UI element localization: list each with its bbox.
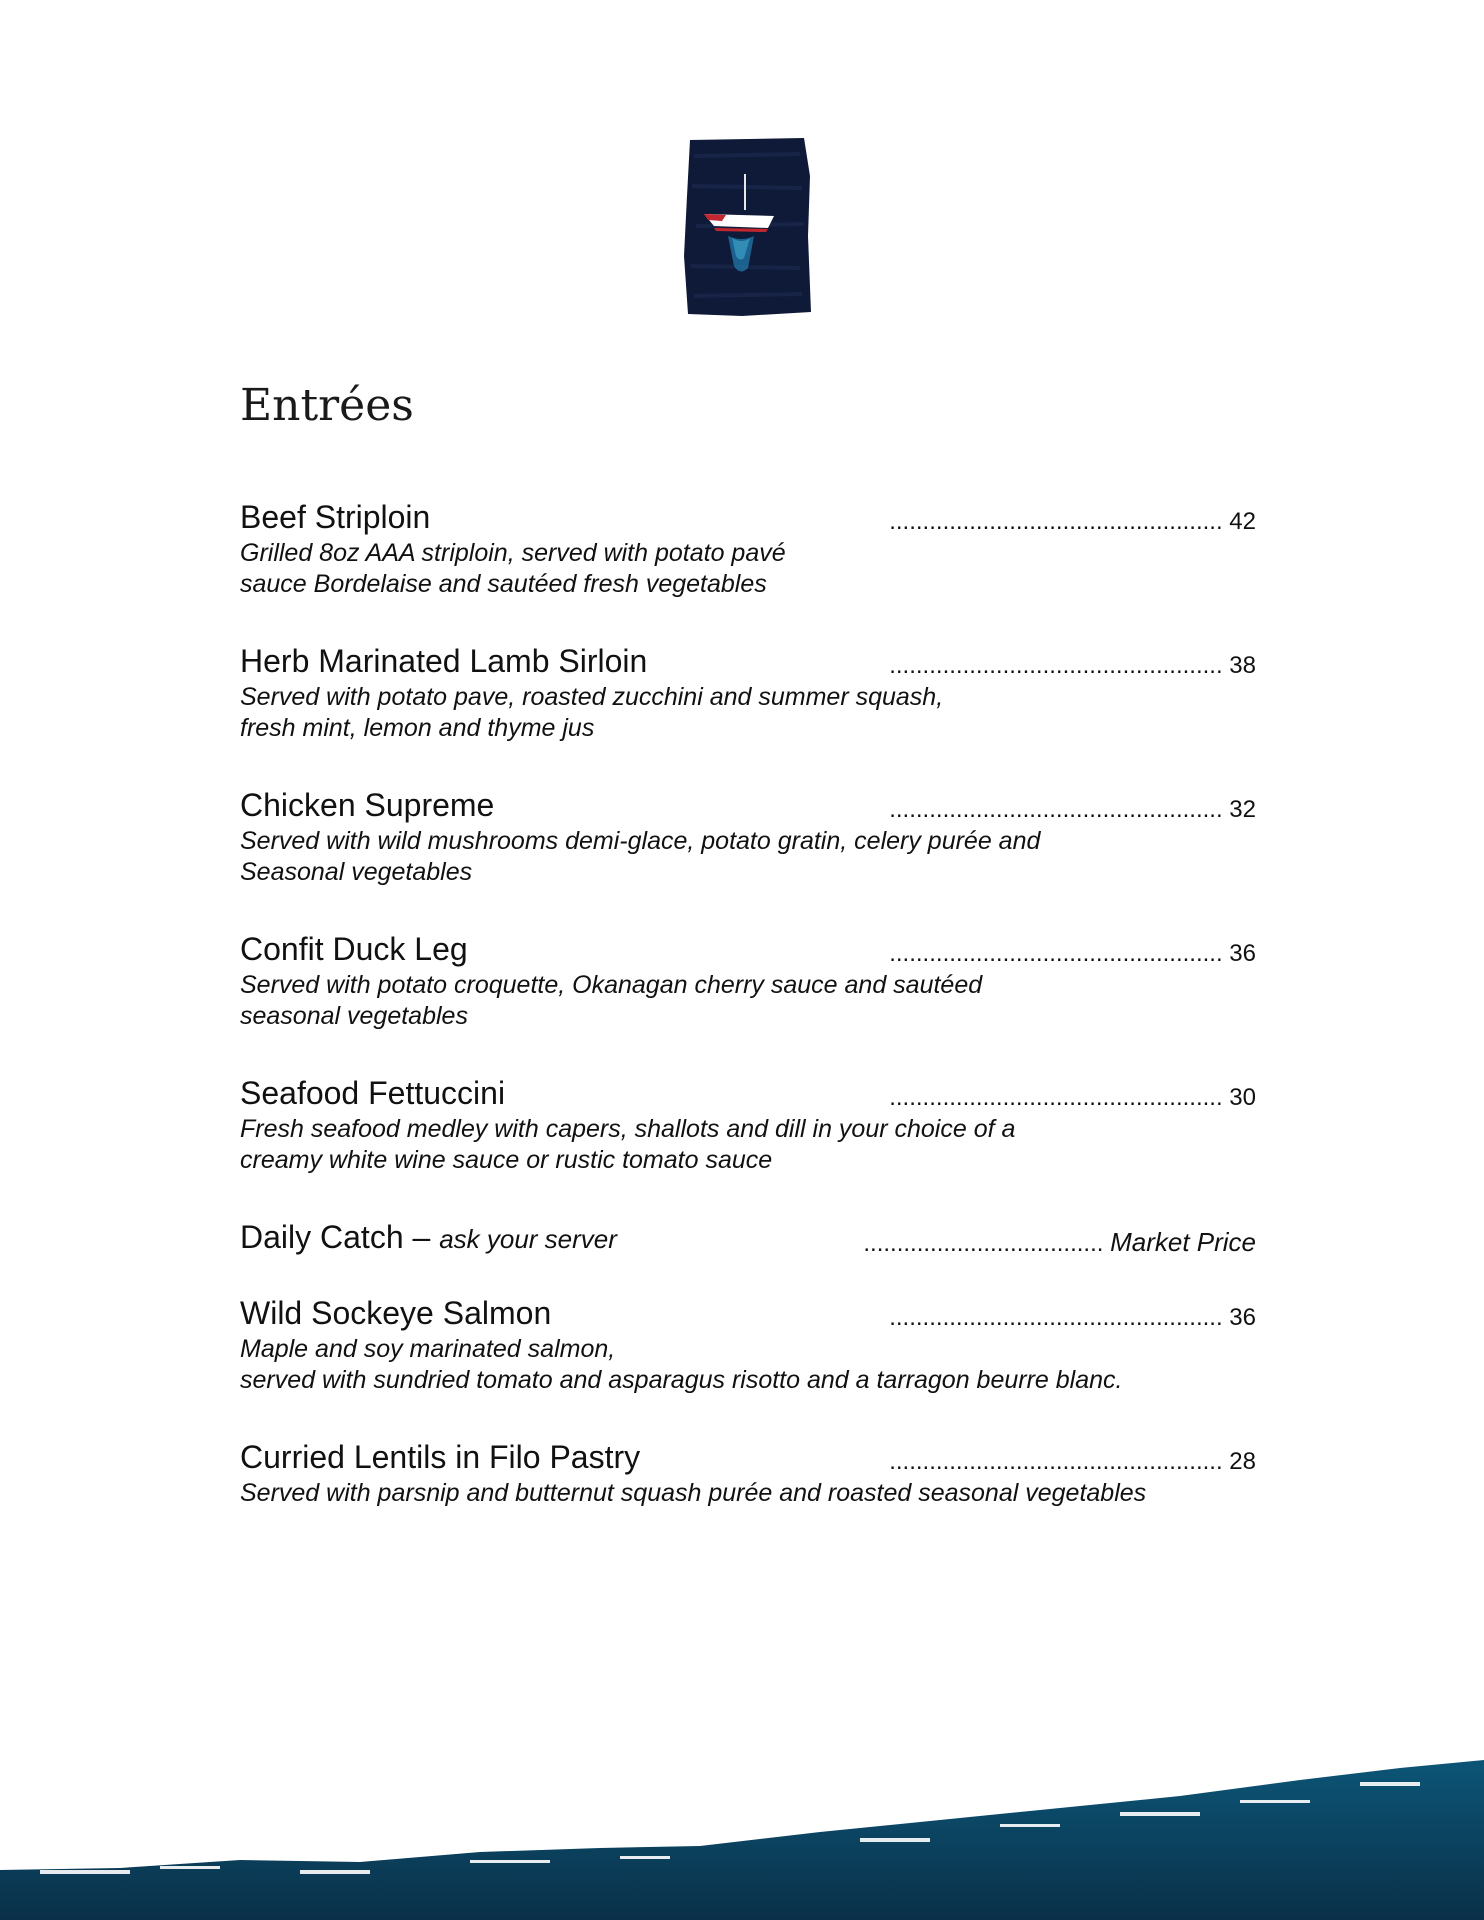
menu-list [240, 496, 1256, 1549]
menu-item [240, 1072, 1256, 1176]
ocean-wave-decoration [0, 1720, 1484, 1920]
menu-item [240, 1292, 1256, 1396]
item-name: Wild Sockeye Salmon [240, 1295, 552, 1331]
item-description: served with sundried tomato and asparagus risotto and a tarragon beurre blanc. [240, 1366, 1123, 1394]
item-description: Served with parsnip and butternut squash purée and roasted seasonal vegetables [240, 1479, 1147, 1507]
menu-item [240, 1436, 1256, 1509]
item-description: Maple and soy marinated salmon, [240, 1335, 616, 1363]
item-description: Fresh seafood medley with capers, shallots and dill in your choice of a [240, 1115, 1016, 1143]
item-price: .................................................. 36 [889, 1304, 1256, 1331]
item-description: seasonal vegetables [240, 1002, 468, 1030]
item-price: .................................................. 36 [889, 940, 1256, 967]
item-description: fresh mint, lemon and thyme jus [240, 714, 595, 742]
item-name: Beef Striploin [240, 499, 431, 535]
page-title: Entrées [240, 380, 414, 431]
menu-item [240, 1216, 1256, 1258]
sailboat-logo [682, 136, 813, 318]
item-description: Served with potato croquette, Okanagan cherry sauce and sautéed [240, 971, 983, 999]
menu-item [240, 640, 1256, 744]
item-price: .................................................. 28 [889, 1448, 1256, 1475]
item-price: .................................................. 38 [889, 652, 1256, 679]
item-name: Curried Lentils in Filo Pastry [240, 1439, 641, 1475]
item-price: .................................................. 32 [889, 796, 1256, 823]
item-note: ask your server [439, 1224, 617, 1254]
item-name: Daily Catch – [240, 1219, 440, 1255]
item-name: Chicken Supreme [240, 787, 495, 823]
menu-item [240, 928, 1256, 1032]
item-price: .................................................. 30 [889, 1084, 1256, 1111]
item-description: sauce Bordelaise and sautéed fresh vegetables [240, 570, 767, 598]
item-price: .................................... Market Price [863, 1227, 1256, 1257]
item-description: Grilled 8oz AAA striploin, served with potato pavé [240, 539, 786, 567]
item-description: Served with potato pave, roasted zucchini and summer squash, [240, 683, 944, 711]
item-description: creamy white wine sauce or rustic tomato sauce [240, 1146, 773, 1174]
item-description: Served with wild mushrooms demi-glace, potato gratin, celery purée and [240, 827, 1041, 855]
item-description: Seasonal vegetables [240, 858, 473, 886]
menu-item [240, 784, 1256, 888]
item-price: .................................................. 42 [889, 508, 1256, 535]
item-name: Seafood Fettuccini [240, 1075, 506, 1111]
menu-item [240, 496, 1256, 600]
item-name: Herb Marinated Lamb Sirloin [240, 643, 648, 679]
item-name: Confit Duck Leg [240, 931, 468, 967]
